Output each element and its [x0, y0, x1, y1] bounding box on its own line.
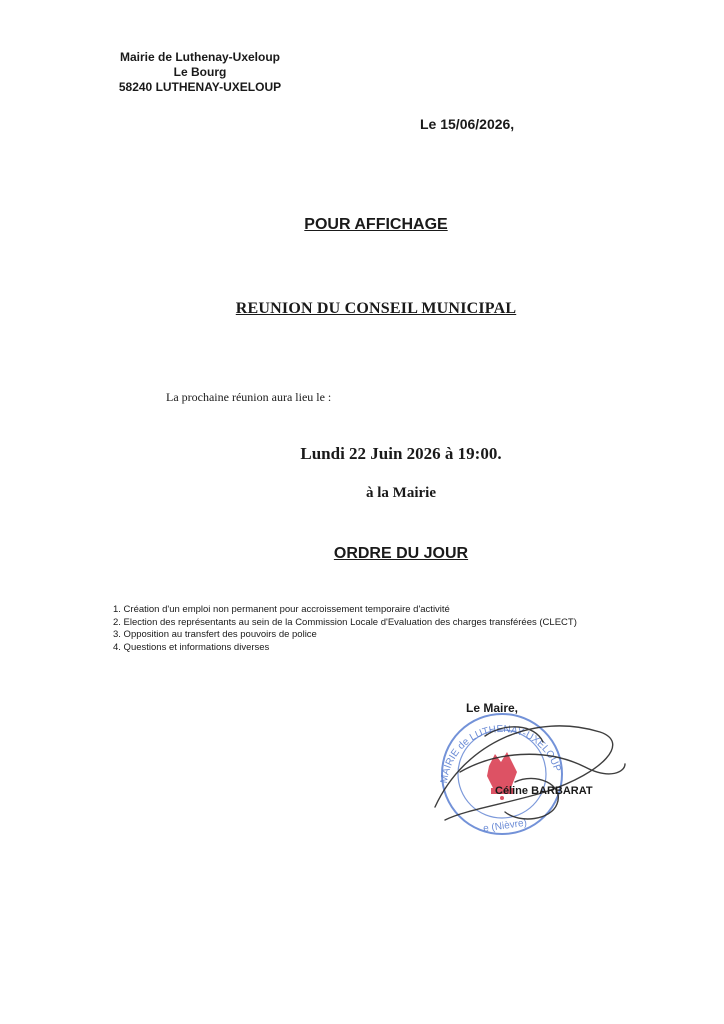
mairie-street: Le Bourg: [173, 65, 227, 79]
mairie-name: Mairie de Luthenay-Uxeloup: [119, 50, 281, 64]
agenda-list: [113, 604, 577, 654]
mairie-address-block: [100, 50, 300, 95]
agenda-item: 2. Election des représentants au sein de la Commission Locale d'Evaluation des charges transférées (CLECT): [113, 616, 577, 628]
signatory-title: Le Maire,: [466, 701, 519, 715]
agenda-item: 3. Opposition au transfert des pouvoirs de police: [113, 629, 317, 640]
agenda-item: 1. Création d'un emploi non permanent pour accroissement temporaire d'activité: [113, 604, 450, 615]
mairie-postal-city: 58240 LUTHENAY-UXELOUP: [118, 80, 282, 94]
meeting-title: REUNION DU CONSEIL MUNICIPAL: [235, 300, 517, 317]
svg-text:MAIRIE de LUTHENAY-UXELOUP: MAIRIE de LUTHENAY-UXELOUP: [439, 723, 563, 784]
posting-title: POUR AFFICHAGE: [304, 216, 448, 233]
agenda-title: ORDRE DU JOUR: [333, 545, 469, 562]
svg-text:e (Nièvre): e (Nièvre): [482, 817, 528, 835]
agenda-item: 4. Questions et informations diverses: [113, 641, 270, 653]
meeting-intro: La prochaine réunion aura lieu le :: [166, 390, 332, 404]
meeting-place: à la Mairie: [366, 485, 436, 501]
meeting-date: Lundi 22 Juin 2026 à 19:00.: [300, 444, 502, 463]
mayor-name: Céline BARBARAT: [495, 785, 593, 797]
mayor-stamp-signature-icon: [425, 712, 630, 842]
document-date: Le 15/06/2026,: [420, 116, 515, 132]
